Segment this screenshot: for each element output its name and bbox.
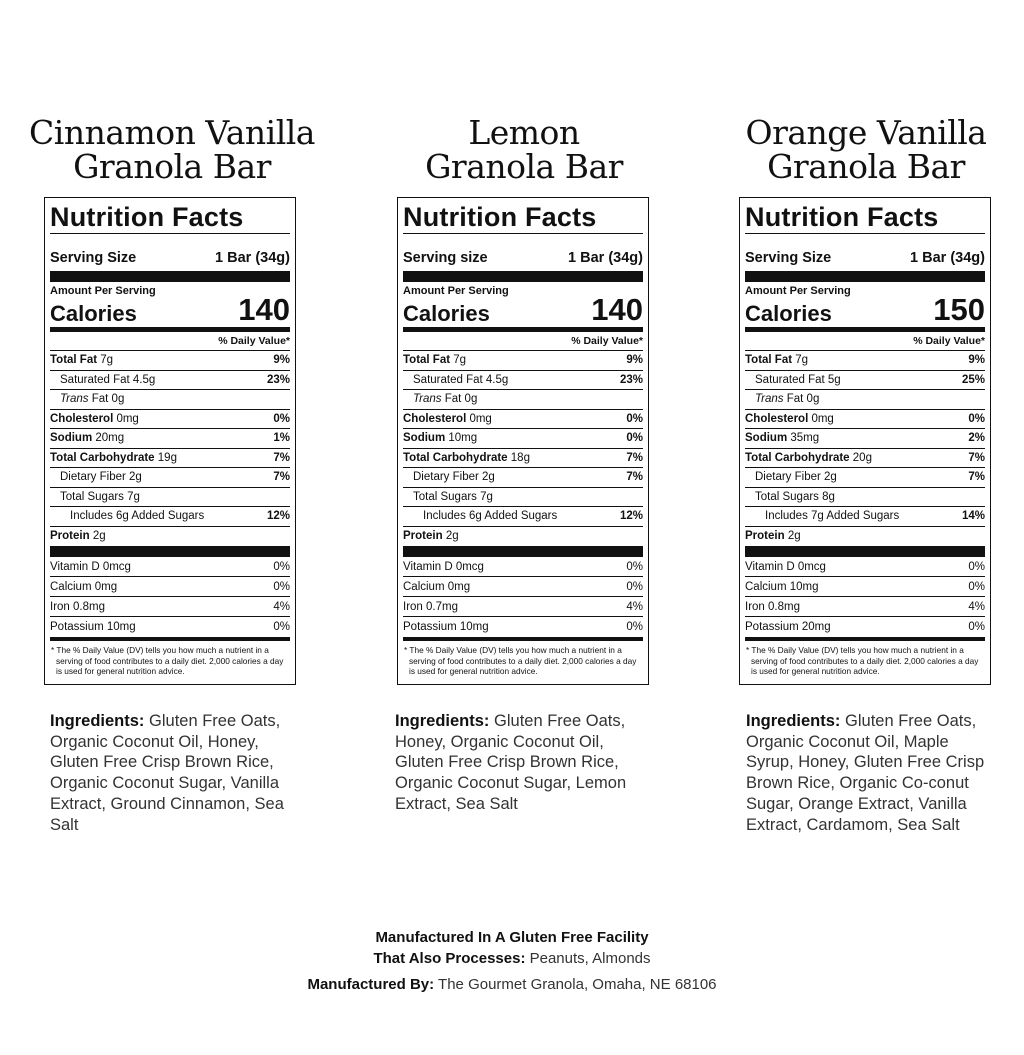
nutrient-percent: 23% xyxy=(619,373,643,386)
vitamin-percent: 0% xyxy=(968,561,985,573)
daily-value-header: % Daily Value* xyxy=(745,332,985,351)
nutrition-facts-panel xyxy=(397,197,649,685)
vitamin-row xyxy=(403,597,643,617)
vitamin-percent: 4% xyxy=(968,601,985,613)
nutrient-percent: 0% xyxy=(626,432,643,444)
nutrition-facts-title: Nutrition Facts xyxy=(745,202,939,232)
nutrient-label: Includes 6g Added Sugars xyxy=(423,510,558,522)
vitamin-label: Calcium 10mg xyxy=(745,581,819,593)
nutrient-percent: 7% xyxy=(273,471,290,483)
serving-size-value: 1 Bar (34g) xyxy=(215,250,290,266)
vitamin-label: Calcium 0mg xyxy=(50,581,118,593)
nutrient-label: Sodium 35mg xyxy=(745,432,820,444)
nutrient-row xyxy=(745,527,985,547)
serving-size-row xyxy=(50,250,290,268)
vitamin-label: Potassium 10mg xyxy=(50,621,136,633)
vitamin-row xyxy=(745,597,985,617)
nutrient-label: Total Fat 7g xyxy=(403,354,467,366)
amount-per-serving: Amount Per Serving xyxy=(403,285,509,297)
facility-statement: Manufactured In A Gluten Free Facility xyxy=(375,929,649,946)
vitamin-label: Potassium 20mg xyxy=(745,621,831,633)
vitamin-percent: 0% xyxy=(968,581,985,593)
calories-value: 140 xyxy=(591,292,643,327)
serving-size-label: Serving Size xyxy=(745,250,832,266)
calories-value: 150 xyxy=(933,292,985,327)
daily-value-footnote: * The % Daily Value (DV) tells you how much a nutrient in a serving of food contributes to a daily diet. 2,000 calories a day is used for general nutrition advice. xyxy=(404,645,637,676)
nutrient-label: Sodium 10mg xyxy=(403,432,478,444)
serving-size-row xyxy=(745,250,985,268)
nutrient-row xyxy=(403,410,643,430)
ingredients-text: Ingredients: Gluten Free Oats, Honey, Organic Coconut Oil, Gluten Free Crisp Brown Rice, Organic Coconut Sugar, Lemon Extract, Sea Salt xyxy=(395,712,627,813)
vitamin-percent: 4% xyxy=(273,601,290,613)
divider-thick xyxy=(745,271,985,282)
processes-statement: That Also Processes: Peanuts, Almonds xyxy=(373,950,651,967)
nutrient-label: Total Sugars 7g xyxy=(60,490,140,503)
nutrient-label: Dietary Fiber 2g xyxy=(755,471,837,483)
nutrient-label: Cholesterol 0mg xyxy=(745,412,834,425)
nutrient-row xyxy=(403,488,643,508)
divider-medium xyxy=(403,637,643,641)
nutrient-percent: 23% xyxy=(266,373,290,386)
vitamin-percent: 0% xyxy=(273,621,290,633)
nutrient-percent: 1% xyxy=(273,432,290,444)
amount-per-serving: Amount Per Serving xyxy=(50,285,156,297)
nutrient-label: Saturated Fat 5g xyxy=(755,373,841,386)
nutrient-label: Total Fat 7g xyxy=(745,354,809,366)
nutrient-percent: 9% xyxy=(968,354,985,366)
product-title: Cinnamon Vanilla Granola Bar xyxy=(29,113,315,186)
vitamin-label: Iron 0.7mg xyxy=(403,601,458,613)
divider-medium xyxy=(745,637,985,641)
nutrient-label: Saturated Fat 4.5g xyxy=(413,373,509,386)
nutrient-row xyxy=(50,507,290,527)
nutrient-label: Includes 6g Added Sugars xyxy=(70,510,205,522)
vitamin-label: Vitamin D 0mcg xyxy=(50,561,131,573)
divider-thick xyxy=(403,271,643,282)
nutrient-label: Dietary Fiber 2g xyxy=(60,471,142,483)
nutrient-label: Total Sugars 7g xyxy=(413,490,493,503)
product-title: Lemon Granola Bar xyxy=(425,113,623,186)
vitamin-label: Iron 0.8mg xyxy=(745,601,800,613)
nutrient-row xyxy=(50,410,290,430)
nutrient-percent: 14% xyxy=(961,510,985,522)
vitamin-label: Calcium 0mg xyxy=(403,581,471,593)
nutrient-row xyxy=(745,390,985,410)
divider-thick xyxy=(745,546,985,557)
vitamin-row xyxy=(50,617,290,637)
nutrient-percent: 7% xyxy=(968,471,985,483)
vitamin-percent: 0% xyxy=(273,561,290,573)
nutrient-label: Total Carbohydrate 19g xyxy=(50,451,177,464)
nutrient-row xyxy=(50,371,290,391)
vitamin-percent: 0% xyxy=(968,621,985,633)
manufacturer-statement: Manufactured By: The Gourmet Granola, Omaha, NE 68106 xyxy=(307,976,717,993)
nutrient-row xyxy=(403,390,643,410)
nutrient-row xyxy=(50,527,290,547)
nutrition-facts-panel xyxy=(739,197,991,685)
nutrient-row xyxy=(50,488,290,508)
nutrient-percent: 12% xyxy=(619,510,643,522)
nutrient-percent: 0% xyxy=(968,412,985,425)
nutrient-row xyxy=(745,468,985,488)
nutrient-label: Dietary Fiber 2g xyxy=(413,471,495,483)
ingredients-text: Ingredients: Gluten Free Oats, Organic Coconut Oil, Maple Syrup, Honey, Gluten Free Crisp Brown Rice, Organic Co-conut Sugar, Orange Extract, Vanilla Extract, Cardamom, Sea Salt xyxy=(746,712,985,834)
nutrient-label: Total Carbohydrate 20g xyxy=(745,451,872,464)
serving-size-label: Serving size xyxy=(403,250,488,266)
ingredients-text: Ingredients: Gluten Free Oats, Organic Coconut Oil, Honey, Gluten Free Crisp Brown Rice, Organic Coconut Sugar, Vanilla Extract, Ground Cinnamon, Sea Salt xyxy=(50,712,284,834)
vitamin-row xyxy=(50,577,290,597)
divider-thick xyxy=(50,546,290,557)
nutrient-label: Sodium 20mg xyxy=(50,432,125,444)
nutrient-label: Total Fat 7g xyxy=(50,354,114,366)
nutrient-row xyxy=(50,468,290,488)
nutrient-row xyxy=(745,351,985,371)
product-title: Orange Vanilla Granola Bar xyxy=(745,113,987,186)
calories-label: Calories xyxy=(745,301,832,326)
nutrient-row xyxy=(403,429,643,449)
calories-row xyxy=(745,292,985,327)
calories-label: Calories xyxy=(50,301,137,326)
nutrient-row xyxy=(50,429,290,449)
divider xyxy=(50,233,290,234)
nutrient-label: Protein 2g xyxy=(50,529,106,542)
nutrient-label: Total Sugars 8g xyxy=(755,490,835,503)
daily-value-footnote: * The % Daily Value (DV) tells you how much a nutrient in a serving of food contributes to a daily diet. 2,000 calories a day is used for general nutrition advice. xyxy=(746,645,979,676)
amount-per-serving: Amount Per Serving xyxy=(745,285,851,297)
serving-size-value: 1 Bar (34g) xyxy=(568,250,643,266)
vitamin-row xyxy=(403,577,643,597)
vitamin-percent: 0% xyxy=(626,581,643,593)
divider-medium xyxy=(50,637,290,641)
nutrient-row xyxy=(403,507,643,527)
serving-size-value: 1 Bar (34g) xyxy=(910,250,985,266)
nutrient-row xyxy=(403,468,643,488)
vitamin-row xyxy=(50,597,290,617)
nutrient-label: Protein 2g xyxy=(745,529,801,542)
vitamin-label: Vitamin D 0mcg xyxy=(403,561,484,573)
vitamin-row xyxy=(50,557,290,577)
vitamin-row xyxy=(403,557,643,577)
vitamin-row xyxy=(403,617,643,637)
nutrient-row xyxy=(50,351,290,371)
vitamin-percent: 4% xyxy=(626,601,643,613)
nutrient-label: Cholesterol 0mg xyxy=(403,412,492,425)
nutrient-row xyxy=(50,390,290,410)
vitamin-label: Iron 0.8mg xyxy=(50,601,105,613)
nutrient-percent: 25% xyxy=(961,373,985,386)
vitamin-label: Potassium 10mg xyxy=(403,621,489,633)
nutrient-label: Trans Fat 0g xyxy=(755,393,820,405)
nutrient-row xyxy=(745,410,985,430)
nutrition-facts-panel xyxy=(44,197,296,685)
vitamin-row xyxy=(745,577,985,597)
serving-size-row xyxy=(403,250,643,268)
nutrient-label: Trans Fat 0g xyxy=(60,393,125,405)
nutrient-row xyxy=(745,371,985,391)
vitamin-percent: 0% xyxy=(626,621,643,633)
divider xyxy=(745,233,985,234)
vitamin-label: Vitamin D 0mcg xyxy=(745,561,826,573)
nutrient-percent: 0% xyxy=(273,412,290,425)
nutrition-facts-title: Nutrition Facts xyxy=(403,202,597,232)
nutrient-percent: 0% xyxy=(626,412,643,425)
serving-size-label: Serving Size xyxy=(50,250,137,266)
nutrient-row xyxy=(403,371,643,391)
nutrient-row xyxy=(745,429,985,449)
nutrient-percent: 7% xyxy=(626,451,643,464)
vitamin-percent: 0% xyxy=(273,581,290,593)
nutrient-percent: 9% xyxy=(626,354,643,366)
nutrient-percent: 7% xyxy=(968,451,985,464)
nutrient-percent: 7% xyxy=(273,451,290,464)
nutrient-percent: 2% xyxy=(968,432,985,444)
nutrient-label: Protein 2g xyxy=(403,529,459,542)
nutrient-label: Saturated Fat 4.5g xyxy=(60,373,156,386)
nutrient-label: Cholesterol 0mg xyxy=(50,412,139,425)
vitamin-percent: 0% xyxy=(626,561,643,573)
nutrient-row xyxy=(403,527,643,547)
calories-row xyxy=(50,292,290,327)
nutrient-row xyxy=(50,449,290,469)
calories-value: 140 xyxy=(238,292,290,327)
nutrient-label: Total Carbohydrate 18g xyxy=(403,451,530,464)
nutrient-label: Trans Fat 0g xyxy=(413,393,478,405)
divider xyxy=(403,233,643,234)
daily-value-header: % Daily Value* xyxy=(50,332,290,351)
nutrient-percent: 9% xyxy=(273,354,290,366)
vitamin-row xyxy=(745,557,985,577)
nutrition-facts-title: Nutrition Facts xyxy=(50,202,244,232)
daily-value-footnote: * The % Daily Value (DV) tells you how much a nutrient in a serving of food contributes to a daily diet. 2,000 calories a day is used for general nutrition advice. xyxy=(51,645,284,676)
nutrient-row xyxy=(403,351,643,371)
nutrient-percent: 12% xyxy=(266,510,290,522)
calories-row xyxy=(403,292,643,327)
nutrient-label: Includes 7g Added Sugars xyxy=(765,510,900,522)
divider-thick xyxy=(50,271,290,282)
nutrient-row xyxy=(403,449,643,469)
divider-thick xyxy=(403,546,643,557)
nutrient-row xyxy=(745,449,985,469)
nutrient-percent: 7% xyxy=(626,471,643,483)
vitamin-row xyxy=(745,617,985,637)
nutrient-row xyxy=(745,507,985,527)
nutrient-row xyxy=(745,488,985,508)
daily-value-header: % Daily Value* xyxy=(403,332,643,351)
calories-label: Calories xyxy=(403,301,490,326)
